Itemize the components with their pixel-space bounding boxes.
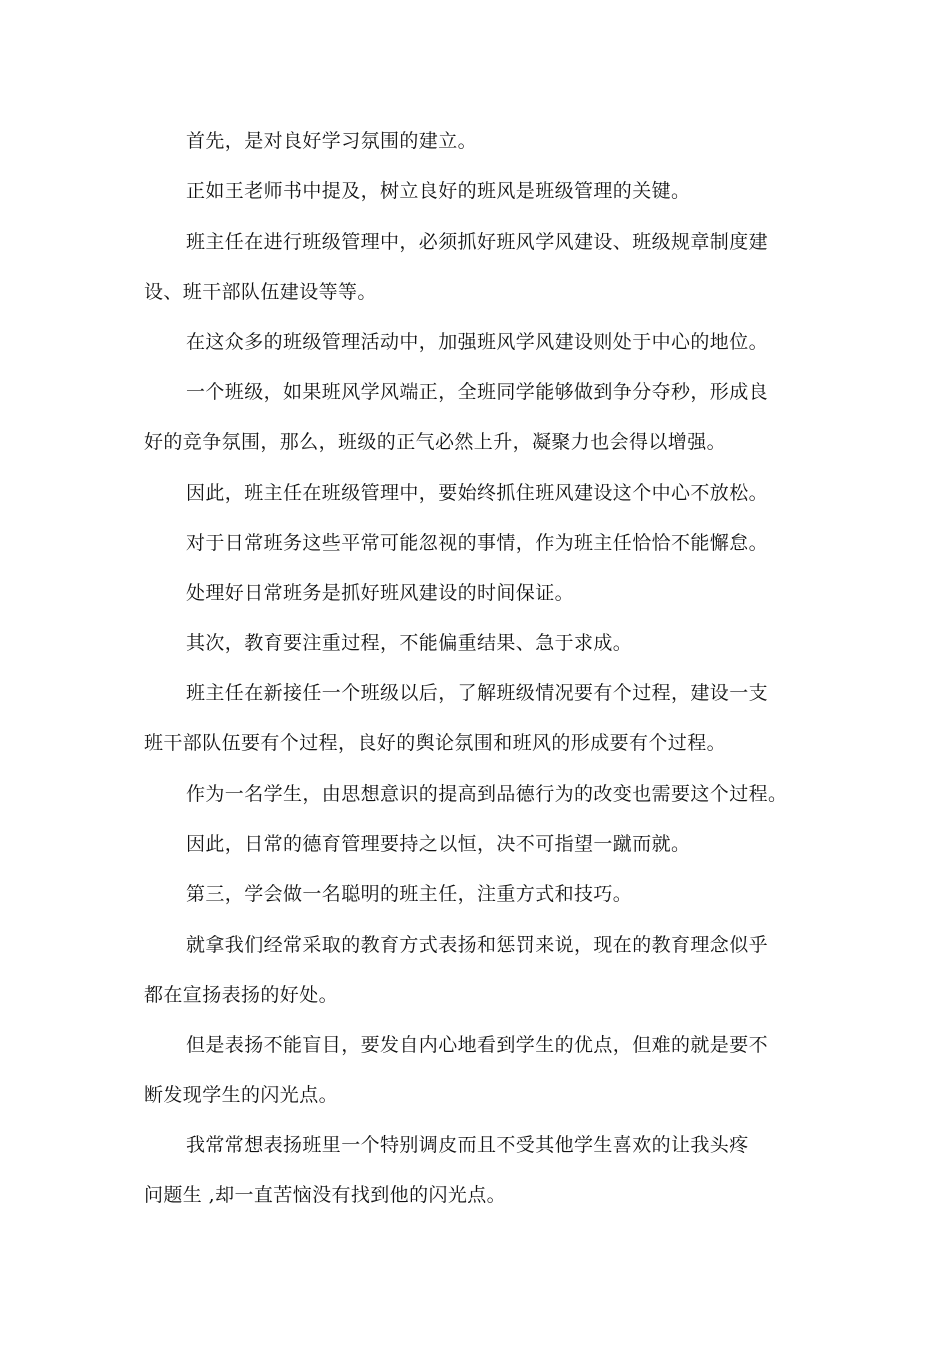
text-line-19: 但是表扬不能盲目，要发自内心地看到学生的优点，但难的就是要不 [186,1034,769,1056]
text-line-5: 在这众多的班级管理活动中，加强班风学风建设则处于中心的地位。 [186,331,769,353]
text-line-7: 好的竞争氛围，那么，班级的正气必然上升，凝聚力也会得以增强。 [144,431,727,453]
text-line-1: 首先，是对良好学习氛围的建立。 [186,130,478,152]
text-line-13: 班干部队伍要有个过程，良好的舆论氛围和班风的形成要有个过程。 [144,732,727,754]
text-line-18: 都在宣扬表扬的好处。 [144,984,339,1006]
text-line-4: 设、班干部队伍建设等等。 [144,281,377,303]
text-line-15: 因此，日常的德育管理要持之以恒，决不可指望一蹴而就。 [186,833,691,855]
text-line-20: 断发现学生的闪光点。 [144,1084,339,1106]
text-line-11: 其次，教育要注重过程，不能偏重结果、急于求成。 [186,632,633,654]
text-line-6: 一个班级，如果班风学风端正，全班同学能够做到争分夺秒，形成良 [186,381,769,403]
text-line-10: 处理好日常班务是抓好班风建设的时间保证。 [186,582,575,604]
text-line-22: 问题生 ,却一直苦恼没有找到他的闪光点。 [144,1184,507,1206]
text-line-21: 我常常想表扬班里一个特别调皮而且不受其他学生喜欢的让我头疼 [186,1134,749,1156]
text-line-17: 就拿我们经常采取的教育方式表扬和惩罚来说，现在的教育理念似乎 [186,934,769,956]
text-line-16: 第三，学会做一名聪明的班主任，注重方式和技巧。 [186,883,633,905]
text-line-9: 对于日常班务这些平常可能忽视的事情，作为班主任恰恰不能懈怠。 [186,532,769,554]
text-line-14: 作为一名学生，由思想意识的提高到品德行为的改变也需要这个过程。 [186,783,788,805]
text-line-12: 班主任在新接任一个班级以后，了解班级情况要有个过程，建设一支 [186,682,769,704]
text-line-8: 因此，班主任在班级管理中，要始终抓住班风建设这个中心不放松。 [186,482,769,504]
text-line-2: 正如王老师书中提及，树立良好的班风是班级管理的关键。 [186,180,691,202]
text-line-3: 班主任在进行班级管理中，必须抓好班风学风建设、班级规章制度建 [186,231,769,253]
